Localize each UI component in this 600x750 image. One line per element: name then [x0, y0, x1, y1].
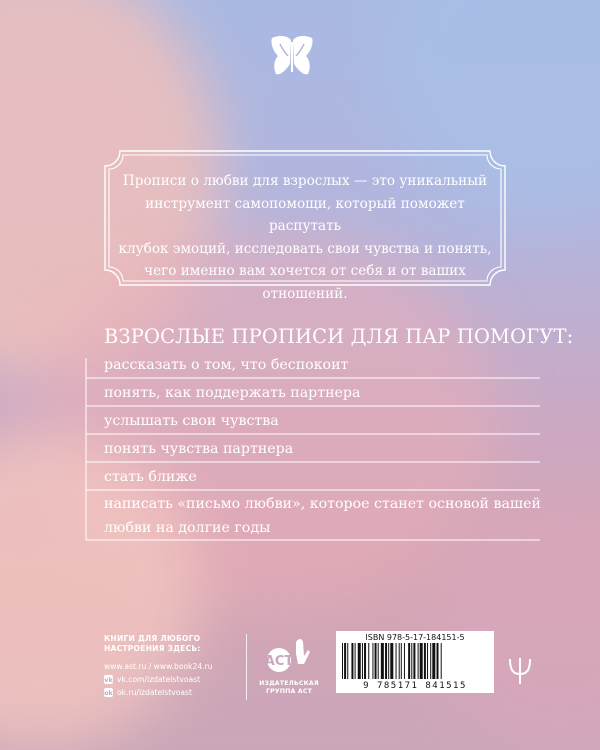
intro-line: клубок эмоций, исследовать свои чувства и понять,: [118, 240, 492, 257]
footer-divider: [246, 634, 247, 700]
benefit-item: рассказать о том, что беспокоит: [104, 357, 349, 373]
publisher-name: ИЗДАТЕЛЬСКАЯ ГРУППА АСТ: [259, 680, 319, 695]
publisher-block: [254, 636, 324, 696]
vk-link-text: vk.com/izdatelstvoast: [117, 675, 201, 684]
isbn-text: ISBN 978-5-17-184151-5: [365, 633, 465, 642]
ok-link[interactable]: [104, 686, 244, 699]
barcode-icon: [342, 643, 488, 681]
barcode-number: 9 785171 841515: [363, 681, 467, 691]
benefit-item: понять, как поддержать партнера: [104, 385, 361, 401]
intro-line: инструмент самопомощи, который поможет распутать: [145, 195, 465, 234]
isbn-barcode-box: [336, 631, 494, 693]
website-link[interactable]: www.ast.ru / www.book24.ru: [104, 662, 213, 671]
ok-icon: ok: [104, 689, 113, 697]
intro-line: чего именно вам хочется от себя и от ваших отношений.: [144, 263, 466, 302]
benefits-heading: ВЗРОСЛЫЕ ПРОПИСИ ДЛЯ ПАР ПОМОГУТ:: [104, 325, 574, 348]
psi-logo-icon: [507, 656, 533, 686]
benefit-item: понять чувства партнера: [104, 441, 294, 457]
promo-text: КНИГИ ДЛЯ ЛЮБОГО НАСТРОЕНИЯ ЗДЕСЬ:: [104, 634, 201, 653]
publisher-logo-text: ACT: [266, 654, 294, 669]
vk-link[interactable]: [104, 673, 244, 686]
benefit-item: написать «письмо любви», которое станет основой вашей любви на долгие годы: [104, 496, 541, 536]
intro-line: Прописи о любви для взрослых — это уникальный: [122, 173, 488, 189]
vk-icon: vk: [104, 676, 113, 684]
footer-links: [104, 634, 244, 699]
ok-link-text: ok.ru/izdatelstvoast: [117, 688, 192, 697]
benefit-item: стать ближе: [104, 469, 197, 485]
benefit-item: услышать свои чувства: [104, 413, 279, 429]
publisher-logo-icon: [266, 636, 312, 674]
